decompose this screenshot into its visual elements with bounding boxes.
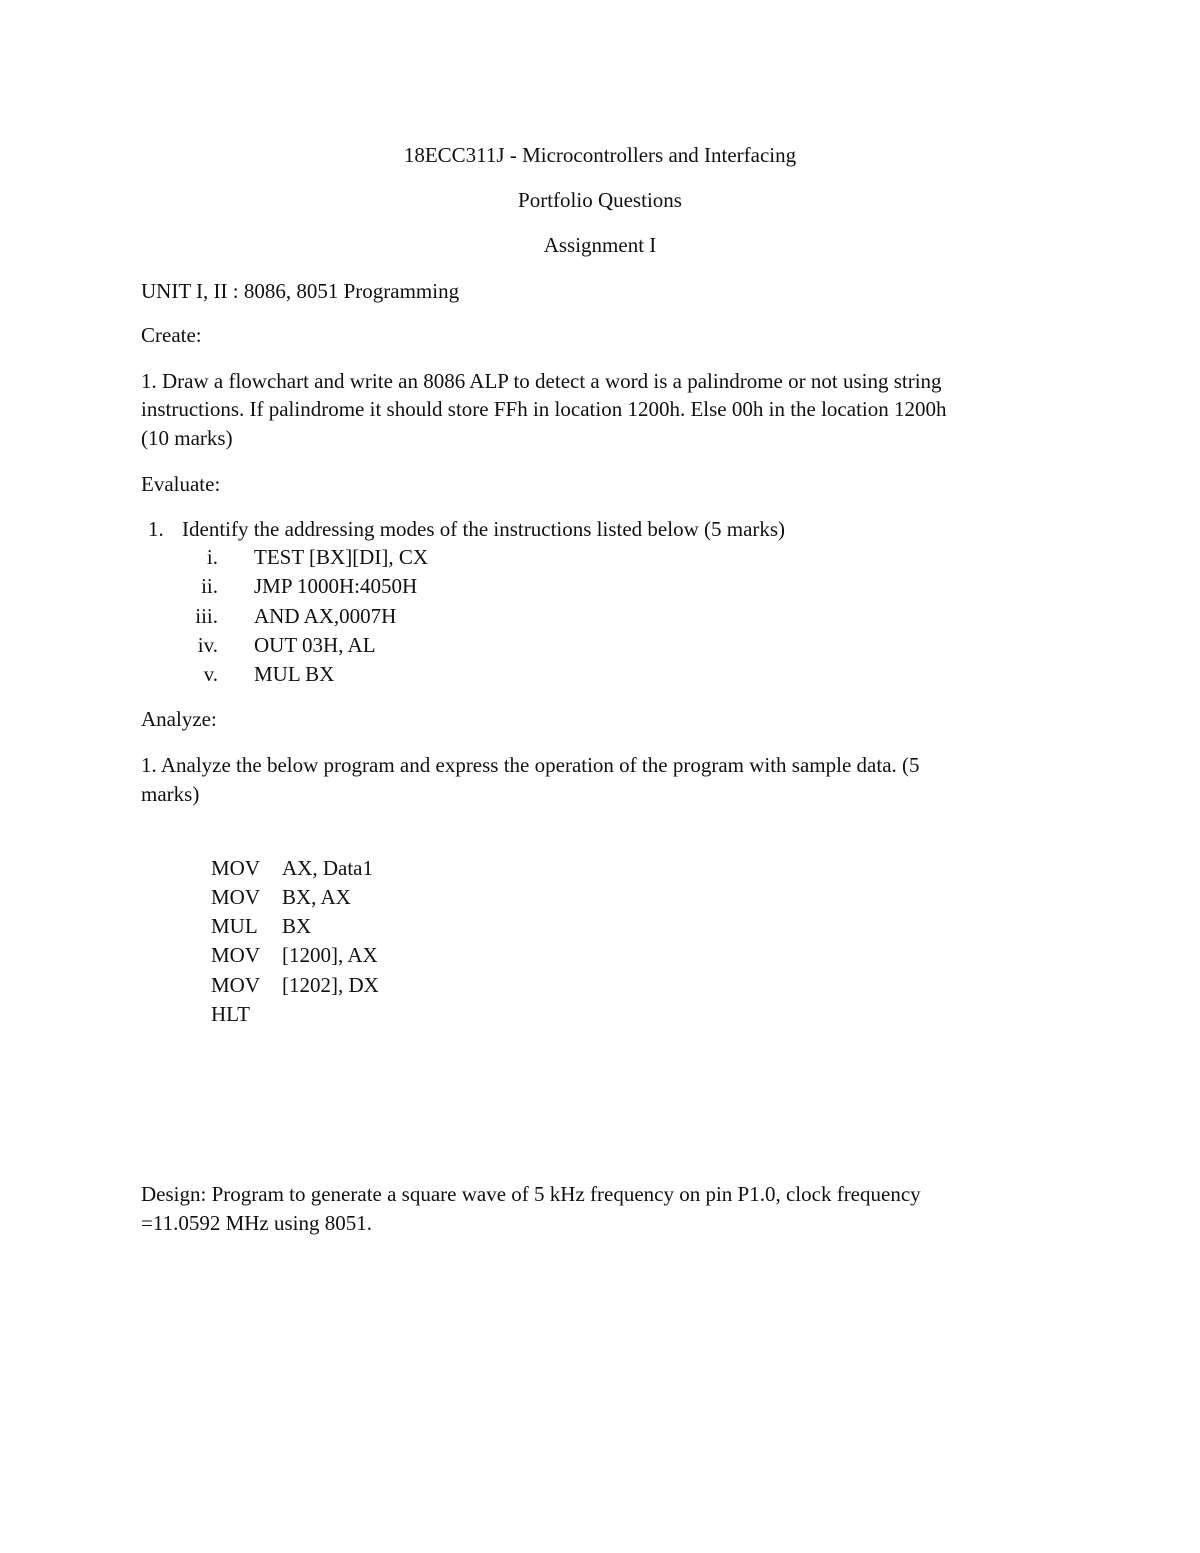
course-title: 18ECC311J - Microcontrollers and Interfacing bbox=[403, 143, 797, 167]
list-item-number: v. bbox=[203, 662, 218, 686]
analyze-question-line-2: marks) bbox=[141, 782, 200, 806]
evaluate-question bbox=[148, 517, 785, 542]
code-opcode: HLT bbox=[211, 1002, 250, 1026]
assignment-title: Assignment I bbox=[543, 233, 657, 257]
code-opcode: MOV bbox=[211, 856, 261, 880]
code-opcode: MOV bbox=[211, 943, 261, 967]
analyze-heading: Analyze: bbox=[141, 707, 217, 731]
code-operands: BX, AX bbox=[282, 885, 351, 909]
code-operands: BX bbox=[282, 914, 312, 938]
code-opcode: MOV bbox=[211, 885, 261, 909]
code-opcode: MUL bbox=[211, 914, 258, 938]
code-operands: AX, Data1 bbox=[282, 856, 373, 880]
list-item-text: JMP 1000H:4050H bbox=[254, 574, 418, 598]
list-item bbox=[180, 662, 820, 692]
code-opcode: MOV bbox=[211, 973, 261, 997]
list-item-number: ii. bbox=[201, 574, 218, 598]
list-item-number: iv. bbox=[197, 633, 218, 657]
list-item-text: OUT 03H, AL bbox=[254, 633, 376, 657]
list-item bbox=[180, 633, 820, 663]
evaluate-question-text: Identify the addressing modes of the instructions listed below (5 marks) bbox=[182, 517, 786, 541]
create-heading: Create: bbox=[141, 323, 202, 347]
list-item bbox=[180, 545, 820, 575]
unit-heading: UNIT I, II : 8086, 8051 Programming bbox=[141, 279, 460, 303]
create-question-line-2: instructions. If palindrome it should store FFh in location 1200h. Else 00h in the location 1200h bbox=[141, 397, 947, 421]
document-subtitle: Portfolio Questions bbox=[518, 188, 682, 212]
list-item-text: MUL BX bbox=[254, 662, 335, 686]
list-item bbox=[180, 574, 820, 604]
list-item-text: AND AX,0007H bbox=[254, 604, 397, 628]
code-operands: [1200], AX bbox=[282, 943, 378, 967]
design-question-line-1: Design: Program to generate a square wave of 5 kHz frequency on pin P1.0, clock frequency bbox=[141, 1182, 921, 1206]
list-item bbox=[180, 604, 820, 634]
list-item-number: iii. bbox=[195, 604, 218, 628]
evaluate-heading: Evaluate: bbox=[141, 472, 221, 496]
code-operands: [1202], DX bbox=[282, 973, 379, 997]
create-question-line-1: 1. Draw a flowchart and write an 8086 ALP to detect a word is a palindrome or not using string bbox=[141, 369, 942, 393]
design-question-line-2: =11.0592 MHz using 8051. bbox=[141, 1211, 372, 1235]
create-question-line-3: (10 marks) bbox=[141, 426, 233, 450]
analyze-question-line-1: 1. Analyze the below program and express the operation of the program with sample data. (5 bbox=[141, 753, 920, 777]
evaluate-question-number: 1. bbox=[148, 517, 164, 541]
list-item-number: i. bbox=[206, 545, 218, 569]
list-item-text: TEST [BX][DI], CX bbox=[254, 545, 429, 569]
